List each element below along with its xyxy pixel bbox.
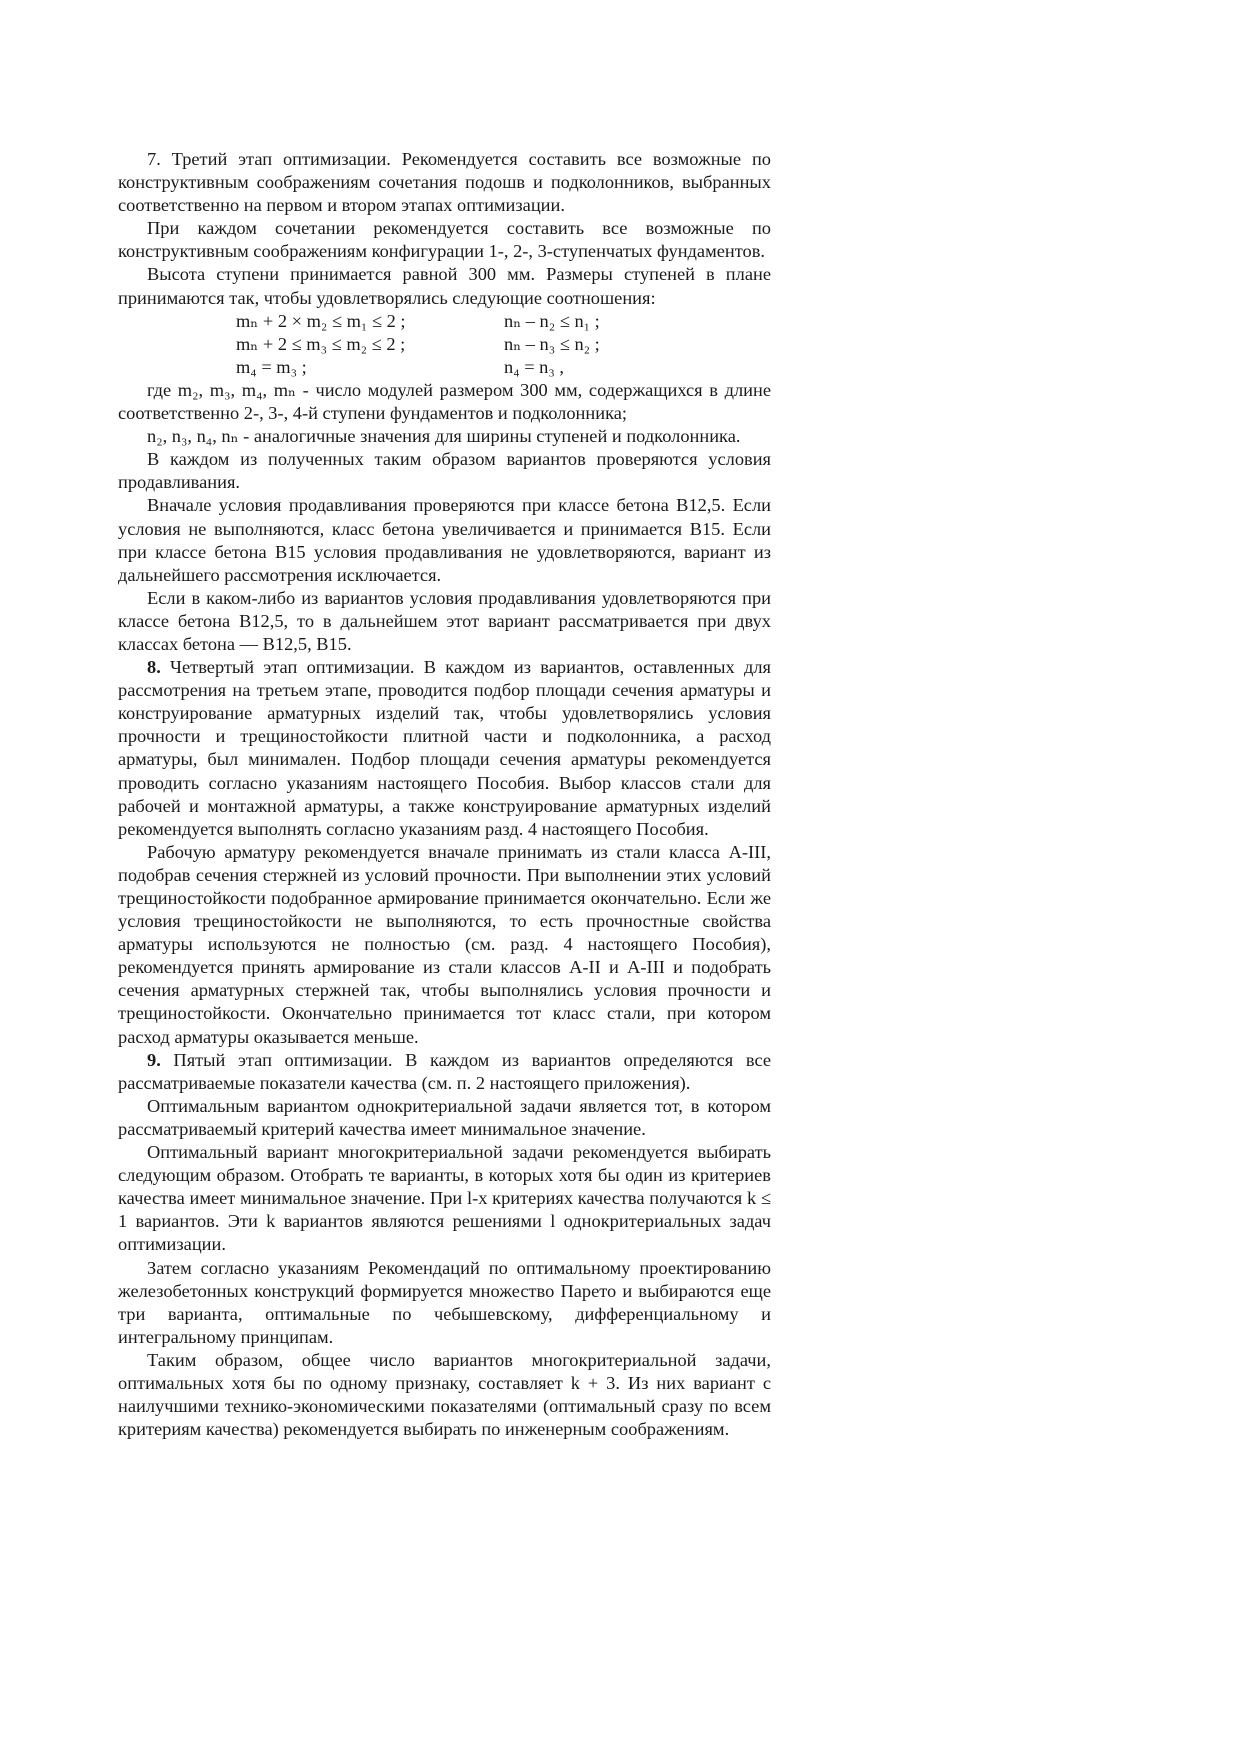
paragraph (118, 263, 771, 309)
paragraph-step-7 (118, 148, 771, 217)
paragraph-text: Оптимальный вариант многокритериальной задачи рекомендуется выбирать следующим образом. Отобрать те варианты, в которых хотя бы один из критериев качества имеет минимальное значение. При l-х критериях качества получаются k ≤ 1 вариантов. Эти k вариантов являются решениями l однокритериальных задач оптимизации. (118, 1142, 771, 1255)
paragraph (118, 587, 771, 656)
paragraph (118, 425, 771, 448)
paragraph-text: Четвертый этап оптимизации. В каждом из вариантов, оставленных для рассмотрения на третьем этапе, проводится подбор площади сечения арматуры и конструирование арматурных изделий так, чтобы удовлетворялись условия прочности и трещиностойкости плитной части и подколонника, а расход арматуры, был минимален. Подбор площади сечения арматуры рекомендуется проводить согласно указаниям настоящего Пособия. Выбор классов стали для рабочей и монтажной арматуры, а также конструирование арматурных изделий рекомендуется выполнять согласно указаниям разд. 4 настоящего Пособия. (118, 657, 771, 839)
paragraph-number: 8. (147, 657, 161, 678)
paragraph (118, 1095, 771, 1141)
paragraph-text: Оптимальным вариантом однокритериальной задачи является тот, в котором рассматриваемый критерий качества имеет минимальное значение. (118, 1095, 771, 1139)
formula-m: mₙ + 2 × m₂ ≤ m₁ ≤ 2 ; (236, 310, 406, 331)
paragraph-text: В каждом из полученных таким образом вариантов проверяются условия продавливания. (118, 449, 771, 493)
paragraph-text: Вначале условия продавливания проверяются при классе бетона В12,5. Если условия не выполняются, класс бетона увеличивается и принимается В15. Если при классе бетона В15 условия продавливания не удовлетворяются, вариант из дальнейшего рассмотрения исключается. (118, 495, 771, 585)
paragraph-text: Таким образом, общее число вариантов многокритериальной задачи, оптимальных хотя бы по одному признаку, составляет k + 3. Из них вариант с наилучшими технико-экономическими показателями (оптимальный сразу по всем критериям качества) рекомендуется выбирать по инженерным соображениям. (118, 1349, 771, 1440)
paragraph-text: где m₂, m₃, m₄, mₙ - число модулей размером 300 мм, содержащихся в длине соответственно 2-, 3-, 4-й ступени фундаментов и подколонника; (118, 379, 771, 424)
formula-block (118, 310, 771, 379)
formula-row (118, 356, 771, 379)
formula-m: m₄ = m₃ ; (236, 356, 307, 377)
formula-n: nₙ – n₃ ≤ n₂ ; (504, 333, 600, 354)
paragraph-step-8 (118, 656, 771, 841)
paragraph (118, 1349, 771, 1441)
document-page (118, 148, 771, 1441)
paragraph-text: Рабочую арматуру рекомендуется вначале принимать из стали класса А-III, подобрав сечения стержней из условий прочности. При выполнении этих условий трещиностойкости подобранное армирование принимается окончательно. Если же условия трещиностойкости не выполняются, то есть прочностные свойства арматуры используются не полностью (см. разд. 4 настоящего Пособия), рекомендуется принять армирование из стали классов А-II и А-III и подобрать сечения арматурных стержней так, чтобы выполнялись условия прочности и трещиностойкости. Окончательно принимается тот класс стали, при котором расход арматуры оказывается меньше. (118, 841, 771, 1047)
paragraph (118, 448, 771, 494)
formula-n: n₄ = n₃ , (504, 356, 564, 377)
paragraph-step-9 (118, 1049, 771, 1095)
formula-n: nₙ – n₂ ≤ n₁ ; (504, 310, 600, 331)
paragraph (118, 494, 771, 586)
paragraph-text: 7. Третий этап оптимизации. Рекомендуется составить все возможные по конструктивным соображениям сочетания подошв и подколонников, выбранных соответственно на первом и втором этапах оптимизации. (118, 149, 771, 216)
paragraph (118, 379, 771, 425)
formula-row (118, 333, 771, 356)
paragraph (118, 1141, 771, 1256)
paragraph (118, 841, 771, 1049)
paragraph-text: Затем согласно указаниям Рекомендаций по оптимальному проектированию железобетонных конструкций формируется множество Парето и выбираются еще три варианта, оптимальные по чебышевскому, дифференциальному и интегральному принципам. (118, 1257, 771, 1347)
formula-row (118, 310, 771, 333)
paragraph-text: Если в каком-либо из вариантов условия продавливания удовлетворяются при классе бетона В12,5, то в дальнейшем этот вариант рассматривается при двух классах бетона — В12,5, В15. (118, 587, 771, 654)
paragraph-text: Пятый этап оптимизации. В каждом из вариантов определяются все рассматриваемые показатели качества (см. п. 2 настоящего приложения). (118, 1049, 771, 1093)
paragraph-number: 9. (147, 1049, 161, 1070)
formula-m: mₙ + 2 ≤ m₃ ≤ m₂ ≤ 2 ; (236, 333, 406, 354)
paragraph-text: При каждом сочетании рекомендуется составить все возможные по конструктивным соображениям конфигурации 1-, 2-, 3-ступенчатых фундаментов. (118, 218, 771, 262)
paragraph (118, 1257, 771, 1349)
paragraph-text: Высота ступени принимается равной 300 мм. Размеры ступеней в плане принимаются так, чтобы удовлетворялись следующие соотношения: (118, 264, 771, 308)
paragraph (118, 217, 771, 263)
paragraph-text: n₂, n₃, n₄, nₙ - аналогичные значения для ширины ступеней и подколонника. (147, 426, 741, 447)
